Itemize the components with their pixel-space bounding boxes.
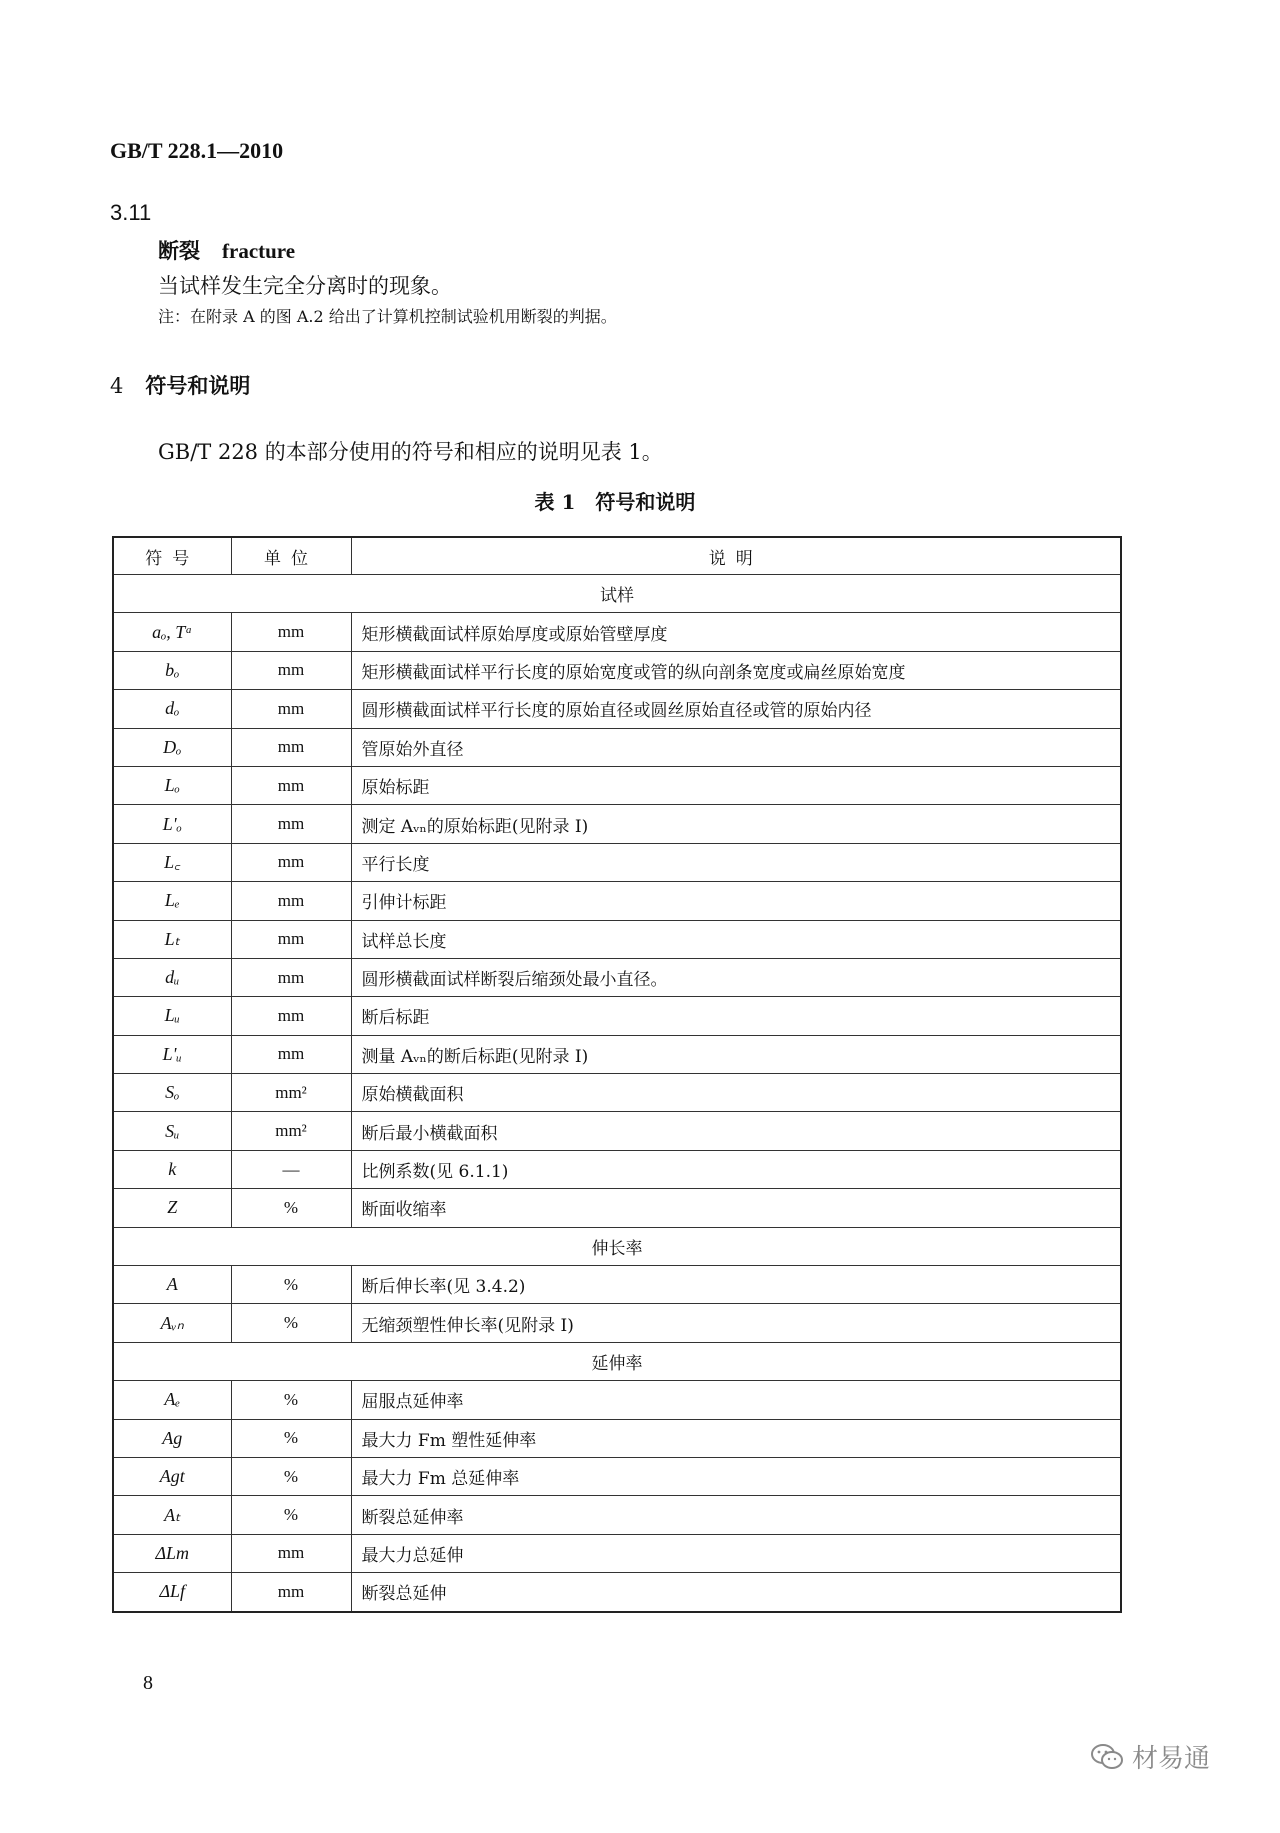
description-cell: 管原始外直径 <box>351 728 1121 766</box>
table-row <box>113 805 1121 843</box>
description-cell: 断后最小横截面积 <box>351 1112 1121 1150</box>
chapter-number: 4 <box>110 374 124 398</box>
table-row <box>113 1035 1121 1073</box>
term-note: 注：在附录 A 的图 A.2 给出了计算机控制试验机用断裂的判据。 <box>158 307 617 326</box>
unit-cell: mm <box>231 805 351 843</box>
symbol-cell: A <box>113 1266 231 1304</box>
description-cell: 断后标距 <box>351 997 1121 1035</box>
symbol-cell: dᵤ <box>113 958 231 996</box>
term-line <box>158 235 317 265</box>
term-chinese: 断裂 <box>158 238 200 263</box>
description-cell: 试样总长度 <box>351 920 1121 958</box>
table-row <box>113 1573 1121 1612</box>
table-row <box>113 651 1121 689</box>
description-cell: 测定 Aᵥₙ的原始标距(见附录 I) <box>351 805 1121 843</box>
symbol-cell: Aᵥₙ <box>113 1304 231 1342</box>
table-row <box>113 766 1121 804</box>
page-number: 8 <box>143 1672 153 1694</box>
unit-cell: % <box>231 1496 351 1534</box>
unit-cell: % <box>231 1419 351 1457</box>
watermark <box>1090 1738 1210 1775</box>
header-description: 说明 <box>351 537 1121 575</box>
description-cell: 最大力总延伸 <box>351 1534 1121 1572</box>
symbol-cell: L꜀ <box>113 843 231 881</box>
unit-cell: % <box>231 1266 351 1304</box>
unit-cell: mm <box>231 766 351 804</box>
description-cell: 平行长度 <box>351 843 1121 881</box>
unit-cell: mm² <box>231 1074 351 1112</box>
unit-cell: mm <box>231 728 351 766</box>
chapter-heading <box>110 370 250 400</box>
symbol-cell: Lᵤ <box>113 997 231 1035</box>
header-symbol: 符号 <box>113 537 231 575</box>
description-cell: 最大力 Fm 总延伸率 <box>351 1457 1121 1495</box>
table-body <box>113 575 1121 1612</box>
symbol-cell: dₒ <box>113 690 231 728</box>
unit-cell: mm <box>231 613 351 651</box>
table-row <box>113 920 1121 958</box>
symbol-cell: Sₒ <box>113 1074 231 1112</box>
table-row <box>113 843 1121 881</box>
unit-cell: % <box>231 1381 351 1419</box>
table-row <box>113 728 1121 766</box>
standard-code: GB/T 228.1—2010 <box>110 138 284 163</box>
unit-cell: mm <box>231 882 351 920</box>
unit-cell: mm <box>231 1035 351 1073</box>
table-row <box>113 1304 1121 1342</box>
description-cell: 引伸计标距 <box>351 882 1121 920</box>
description-cell: 比例系数(见 6.1.1) <box>351 1150 1121 1188</box>
description-cell: 圆形横截面试样断裂后缩颈处最小直径。 <box>351 958 1121 996</box>
description-cell: 断裂总延伸率 <box>351 1496 1121 1534</box>
symbol-cell: Sᵤ <box>113 1112 231 1150</box>
description-cell: 原始横截面积 <box>351 1074 1121 1112</box>
description-cell: 原始标距 <box>351 766 1121 804</box>
group-title: 试样 <box>113 575 1121 613</box>
chapter-title: 符号和说明 <box>145 373 251 398</box>
symbol-cell: Ag <box>113 1419 231 1457</box>
unit-cell: mm <box>231 651 351 689</box>
symbol-cell: Lₜ <box>113 920 231 958</box>
symbol-cell: Aₑ <box>113 1381 231 1419</box>
table-header-row <box>113 537 1121 575</box>
table-row <box>113 1112 1121 1150</box>
symbol-cell: Aₜ <box>113 1496 231 1534</box>
table-row <box>113 1189 1121 1227</box>
symbol-cell: ΔLf <box>113 1573 231 1612</box>
unit-cell: mm <box>231 843 351 881</box>
table-row <box>113 1419 1121 1457</box>
symbol-cell: L'ₒ <box>113 805 231 843</box>
unit-cell: % <box>231 1189 351 1227</box>
table-row <box>113 1457 1121 1495</box>
unit-cell: % <box>231 1304 351 1342</box>
symbol-cell: ΔLm <box>113 1534 231 1572</box>
unit-cell: mm <box>231 1573 351 1612</box>
table-row <box>113 1266 1121 1304</box>
group-title: 伸长率 <box>113 1227 1121 1265</box>
description-cell: 断后伸长率(见 3.4.2) <box>351 1266 1121 1304</box>
table-row <box>113 1496 1121 1534</box>
table-row <box>113 1150 1121 1188</box>
unit-cell: mm <box>231 1534 351 1572</box>
unit-cell: mm <box>231 997 351 1035</box>
description-cell: 屈服点延伸率 <box>351 1381 1121 1419</box>
table-row <box>113 613 1121 651</box>
symbol-cell: Lₑ <box>113 882 231 920</box>
symbol-cell: L'ᵤ <box>113 1035 231 1073</box>
table-row <box>113 882 1121 920</box>
unit-cell: mm <box>231 920 351 958</box>
table-row <box>113 958 1121 996</box>
table-row <box>113 997 1121 1035</box>
symbol-cell: bₒ <box>113 651 231 689</box>
symbol-cell: k <box>113 1150 231 1188</box>
section-number: 3.11 <box>110 200 152 225</box>
table-row <box>113 1534 1121 1572</box>
description-cell: 断裂总延伸 <box>351 1573 1121 1612</box>
table-row <box>113 690 1121 728</box>
symbols-table <box>112 536 1122 1613</box>
description-cell: 最大力 Fm 塑性延伸率 <box>351 1419 1121 1457</box>
symbol-cell: Agt <box>113 1457 231 1495</box>
unit-cell: mm² <box>231 1112 351 1150</box>
table-caption: 表 1 符号和说明 <box>534 490 696 514</box>
unit-cell: — <box>231 1150 351 1188</box>
description-cell: 矩形横截面试样平行长度的原始宽度或管的纵向剖条宽度或扁丝原始宽度 <box>351 651 1121 689</box>
wechat-icon <box>1090 1743 1124 1771</box>
symbol-cell: Lₒ <box>113 766 231 804</box>
group-row <box>113 1342 1121 1380</box>
description-cell: 断面收缩率 <box>351 1189 1121 1227</box>
symbol-cell: aₒ, Tᵃ <box>113 613 231 651</box>
unit-cell: mm <box>231 958 351 996</box>
symbol-cell: Dₒ <box>113 728 231 766</box>
group-title: 延伸率 <box>113 1342 1121 1380</box>
term-english: fracture <box>222 239 296 263</box>
description-cell: 无缩颈塑性伸长率(见附录 I) <box>351 1304 1121 1342</box>
symbol-cell: Z <box>113 1189 231 1227</box>
header-unit: 单位 <box>231 537 351 575</box>
description-cell: 测量 Aᵥₙ的断后标距(见附录 I) <box>351 1035 1121 1073</box>
group-row <box>113 575 1121 613</box>
intro-paragraph: GB/T 228 的本部分使用的符号和相应的说明见表 1。 <box>158 440 663 464</box>
term-definition: 当试样发生完全分离时的现象。 <box>158 274 452 298</box>
group-row <box>113 1227 1121 1265</box>
description-cell: 矩形横截面试样原始厚度或原始管壁厚度 <box>351 613 1121 651</box>
unit-cell: mm <box>231 690 351 728</box>
watermark-text: 材易通 <box>1132 1744 1211 1774</box>
table-row <box>113 1074 1121 1112</box>
unit-cell: % <box>231 1457 351 1495</box>
description-cell: 圆形横截面试样平行长度的原始直径或圆丝原始直径或管的原始内径 <box>351 690 1121 728</box>
table-row <box>113 1381 1121 1419</box>
